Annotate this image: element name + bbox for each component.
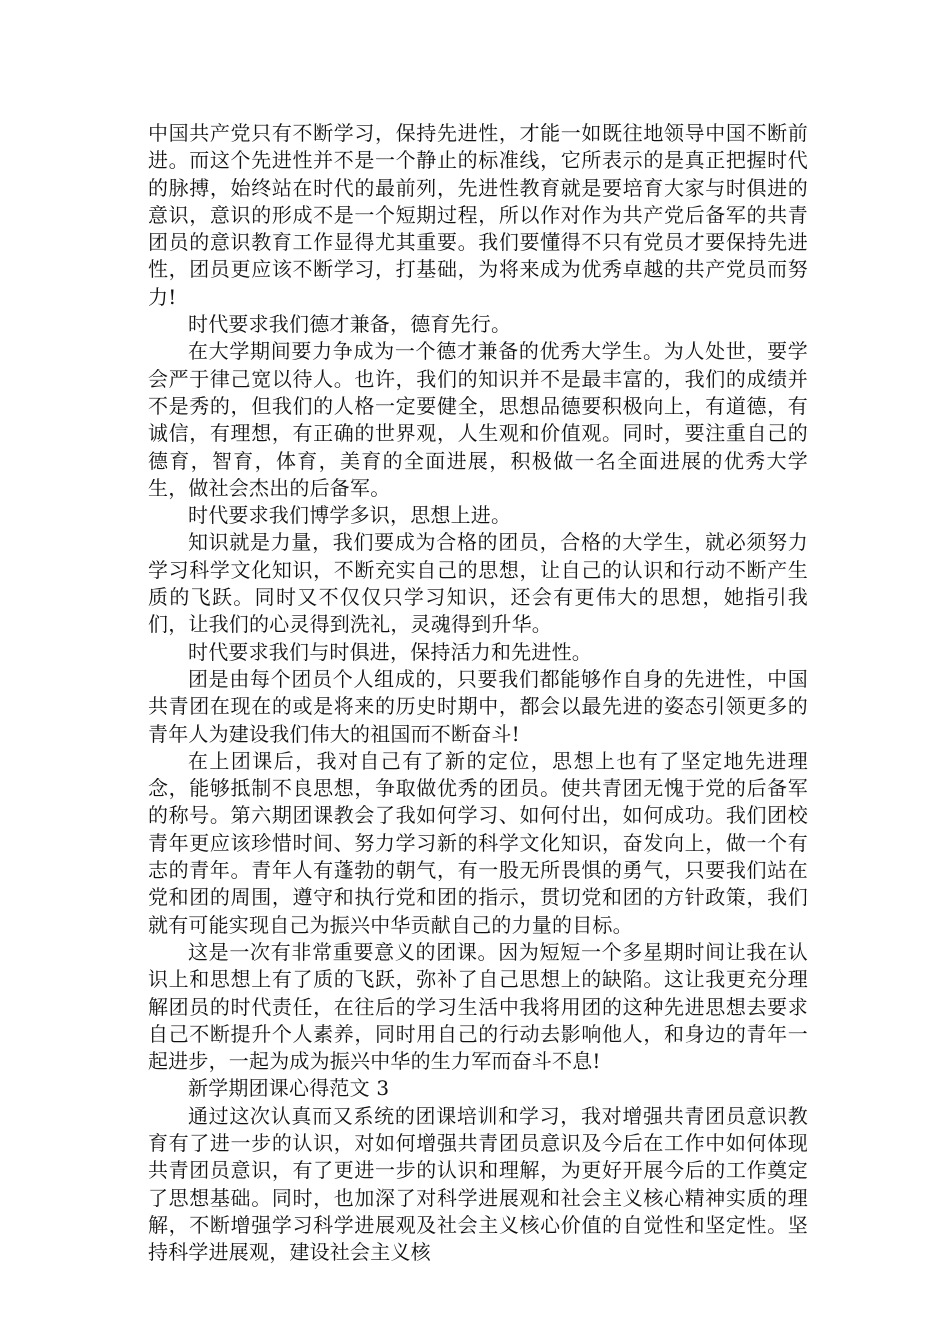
section-heading: 新学期团课心得范文 3 [188, 1076, 390, 1101]
paragraph-8: 在上团课后，我对自己有了新的定位，思想上也有了坚定地先进理念，能够抵制不良思想，争取做优秀的团员。使共青团无愧于党的后备军的称号。第六期团课教会了我如何学习、如何付出，如何成功。我们团校青年更应该珍惜时间、努力学习新的科学文化知识，奋发向上，做一个有志的青年。青年人有蓬勃的朝气，有一股无所畏惧的勇气，只要我们站在党和团的周围，遵守和执行党和团的指示，贯切党和团的方针政策，我们就有可能实现自己为振兴中华贡献自己的力量的目标。 [148, 748, 808, 937]
paragraph-1: 中国共产党只有不断学习，保持先进性，才能一如既往地领导中国不断前进。而这个先进性并不是一个静止的标准线，它所表示的是真正把握时代的脉搏，始终站在时代的最前列，先进性教育就是要培育大家与时俱进的意识，意识的形成不是一个短期过程，所以作对作为共产党后备军的共青团员的意识教育工作显得尤其重要。我们要懂得不只有党员才要保持先进性，团员更应该不断学习，打基础，为将来成为优秀卓越的共产党员而努力! [148, 121, 808, 309]
paragraph-9: 这是一次有非常重要意义的团课。因为短短一个多星期时间让我在认识上和思想上有了质的飞跃，弥补了自己思想上的缺陷。这让我更充分理解团员的时代责任，在往后的学习生活中我将用团的这种先进思想去要求自己不断提升个人素养，同时用自己的行动去影响他人，和身边的青年一起进步，一起为成为振兴中华的生力军而奋斗不息! [148, 939, 808, 1074]
document-body [148, 120, 808, 1266]
paragraph-6: 时代要求我们与时俱进，保持活力和先进性。 [188, 639, 592, 664]
paragraph-4: 时代要求我们博学多识，思想上进。 [188, 503, 512, 528]
paragraph-5: 知识就是力量，我们要成为合格的团员，合格的大学生，就必须努力学习科学文化知识，不断充实自己的思想，让自己的认识和行动不断产生质的飞跃。同时又不仅仅只学习知识，还会有更伟大的思想，她指引我们，让我们的心灵得到洗礼，灵魂得到升华。 [148, 530, 808, 637]
paragraph-2: 时代要求我们德才兼备，德育先行。 [188, 312, 512, 337]
paragraph-3: 在大学期间要力争成为一个德才兼备的优秀大学生。为人处世，要学会严于律己宽以待人。也许，我们的知识并不是最丰富的，我们的成绩并不是秀的，但我们的人格一定要健全，思想品德要积极向上，有道德，有诚信，有理想，有正确的世界观，人生观和价值观。同时，要注重自己的德育，智育，体育，美育的全面进展，积极做一名全面进展的优秀大学生，做社会杰出的后备军。 [148, 339, 808, 500]
paragraph-10: 通过这次认真而又系统的团课培训和学习，我对增强共青团员意识教育有了进一步的认识，对如何增强共青团员意识及今后在工作中如何体现共青团员意识，有了更进一步的认识和理解，为更好开展今后的工作奠定了思想基础。同时，也加深了对科学进展观和社会主义核心精神实质的理解，不断增强学习科学进展观及社会主义核心价值的自觉性和坚定性。坚持科学进展观，建设社会主义核 [148, 1103, 808, 1265]
paragraph-7: 团是由每个团员个人组成的，只要我们都能够作自身的先进性，中国共青团在现在的或是将来的历史时期中，都会以最先进的姿态引领更多的青年人为建设我们伟大的祖国而不断奋斗! [148, 666, 808, 746]
